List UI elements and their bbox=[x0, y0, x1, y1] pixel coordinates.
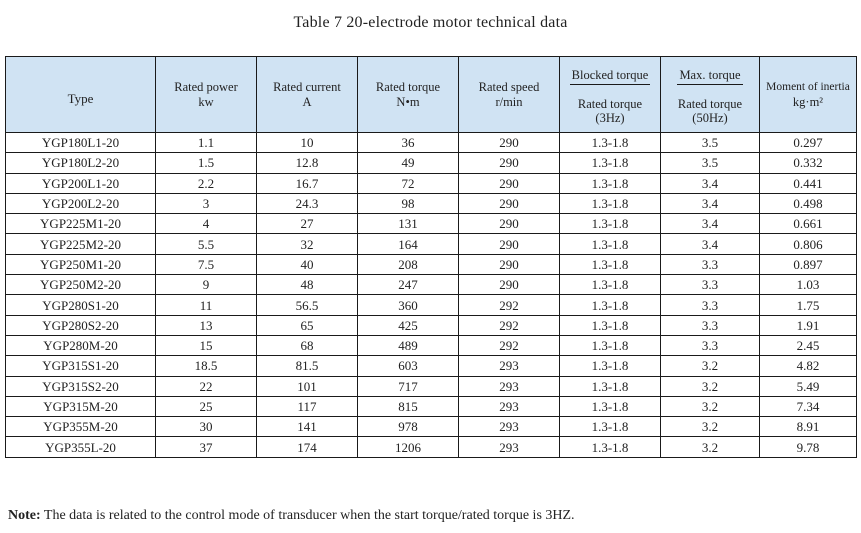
cell-inertia: 0.498 bbox=[760, 193, 857, 213]
cell-inertia: 1.91 bbox=[760, 315, 857, 335]
cell-blocked: 1.3-1.8 bbox=[560, 376, 661, 396]
cell-type: YGP280M-20 bbox=[6, 335, 156, 355]
cell-inertia: 9.78 bbox=[760, 437, 857, 457]
cell-torque: 131 bbox=[358, 214, 459, 234]
cell-current: 27 bbox=[257, 214, 358, 234]
note-label: Note: bbox=[8, 508, 41, 523]
cell-current: 48 bbox=[257, 275, 358, 295]
cell-speed: 290 bbox=[459, 173, 560, 193]
cell-current: 174 bbox=[257, 437, 358, 457]
cell-type: YGP250M2-20 bbox=[6, 275, 156, 295]
cell-type: YGP280S1-20 bbox=[6, 295, 156, 315]
cell-speed: 290 bbox=[459, 234, 560, 254]
cell-torque: 603 bbox=[358, 356, 459, 376]
table-row bbox=[6, 315, 857, 335]
cell-max: 3.4 bbox=[661, 214, 760, 234]
table-row bbox=[6, 356, 857, 376]
header-max-torque bbox=[661, 57, 760, 133]
cell-current: 65 bbox=[257, 315, 358, 335]
cell-speed: 293 bbox=[459, 417, 560, 437]
cell-type: YGP180L2-20 bbox=[6, 153, 156, 173]
cell-current: 10 bbox=[257, 133, 358, 153]
cell-speed: 290 bbox=[459, 133, 560, 153]
cell-type: YGP180L1-20 bbox=[6, 133, 156, 153]
cell-max: 3.4 bbox=[661, 234, 760, 254]
cell-torque: 360 bbox=[358, 295, 459, 315]
cell-max: 3.3 bbox=[661, 254, 760, 274]
header-rated-torque-unit: N•m bbox=[396, 94, 420, 109]
cell-max: 3.3 bbox=[661, 315, 760, 335]
cell-torque: 425 bbox=[358, 315, 459, 335]
cell-power: 18.5 bbox=[156, 356, 257, 376]
cell-inertia: 1.03 bbox=[760, 275, 857, 295]
cell-type: YGP315M-20 bbox=[6, 396, 156, 416]
cell-type: YGP225M1-20 bbox=[6, 214, 156, 234]
cell-blocked: 1.3-1.8 bbox=[560, 254, 661, 274]
cell-power: 4 bbox=[156, 214, 257, 234]
header-rated-current bbox=[257, 57, 358, 133]
cell-current: 56.5 bbox=[257, 295, 358, 315]
table-row bbox=[6, 193, 857, 213]
table-row bbox=[6, 417, 857, 437]
header-rated-speed bbox=[459, 57, 560, 133]
header-rated-power-label: Rated power bbox=[174, 79, 238, 94]
cell-speed: 290 bbox=[459, 153, 560, 173]
cell-blocked: 1.3-1.8 bbox=[560, 417, 661, 437]
cell-inertia: 5.49 bbox=[760, 376, 857, 396]
note-text: The data is related to the control mode of transducer when the start torque/rated torque is 3HZ. bbox=[40, 508, 575, 523]
cell-torque: 1206 bbox=[358, 437, 459, 457]
cell-max: 3.4 bbox=[661, 193, 760, 213]
header-rated-speed-unit: r/min bbox=[495, 94, 523, 109]
cell-torque: 815 bbox=[358, 396, 459, 416]
table-row bbox=[6, 437, 857, 457]
header-inertia-label: Moment of inertia bbox=[766, 80, 850, 93]
cell-type: YGP315S1-20 bbox=[6, 356, 156, 376]
cell-type: YGP355M-20 bbox=[6, 417, 156, 437]
table-row bbox=[6, 335, 857, 355]
cell-type: YGP280S2-20 bbox=[6, 315, 156, 335]
table-body bbox=[6, 133, 857, 458]
header-rated-torque-label: Rated torque bbox=[375, 79, 441, 94]
table-row bbox=[6, 254, 857, 274]
cell-blocked: 1.3-1.8 bbox=[560, 193, 661, 213]
cell-torque: 98 bbox=[358, 193, 459, 213]
cell-torque: 208 bbox=[358, 254, 459, 274]
cell-torque: 164 bbox=[358, 234, 459, 254]
cell-power: 25 bbox=[156, 396, 257, 416]
cell-power: 1.5 bbox=[156, 153, 257, 173]
cell-blocked: 1.3-1.8 bbox=[560, 315, 661, 335]
cell-type: YGP250M1-20 bbox=[6, 254, 156, 274]
cell-power: 1.1 bbox=[156, 133, 257, 153]
cell-inertia: 7.34 bbox=[760, 396, 857, 416]
cell-speed: 290 bbox=[459, 275, 560, 295]
cell-current: 101 bbox=[257, 376, 358, 396]
cell-type: YGP315S2-20 bbox=[6, 376, 156, 396]
cell-max: 3.4 bbox=[661, 173, 760, 193]
header-inertia-unit: kg·m² bbox=[792, 94, 824, 109]
table-row bbox=[6, 396, 857, 416]
table-row bbox=[6, 295, 857, 315]
table-row bbox=[6, 173, 857, 193]
cell-power: 11 bbox=[156, 295, 257, 315]
cell-inertia: 1.75 bbox=[760, 295, 857, 315]
table-row bbox=[6, 133, 857, 153]
cell-power: 7.5 bbox=[156, 254, 257, 274]
cell-max: 3.2 bbox=[661, 437, 760, 457]
cell-max: 3.2 bbox=[661, 356, 760, 376]
table-row bbox=[6, 275, 857, 295]
cell-inertia: 4.82 bbox=[760, 356, 857, 376]
cell-torque: 978 bbox=[358, 417, 459, 437]
cell-speed: 293 bbox=[459, 396, 560, 416]
header-type: Type bbox=[6, 57, 156, 133]
cell-max: 3.3 bbox=[661, 275, 760, 295]
cell-blocked: 1.3-1.8 bbox=[560, 234, 661, 254]
cell-inertia: 0.661 bbox=[760, 214, 857, 234]
cell-current: 141 bbox=[257, 417, 358, 437]
cell-blocked: 1.3-1.8 bbox=[560, 295, 661, 315]
header-rated-power-unit: kw bbox=[198, 94, 214, 109]
cell-current: 117 bbox=[257, 396, 358, 416]
cell-current: 81.5 bbox=[257, 356, 358, 376]
table-row bbox=[6, 376, 857, 396]
table-row bbox=[6, 234, 857, 254]
cell-max: 3.2 bbox=[661, 376, 760, 396]
header-blocked-torque-label: Rated torque bbox=[577, 97, 643, 111]
cell-speed: 290 bbox=[459, 214, 560, 234]
cell-blocked: 1.3-1.8 bbox=[560, 437, 661, 457]
table-title: Table 7 20-electrode motor technical data bbox=[293, 14, 568, 31]
cell-power: 37 bbox=[156, 437, 257, 457]
cell-power: 3 bbox=[156, 193, 257, 213]
cell-torque: 247 bbox=[358, 275, 459, 295]
cell-speed: 290 bbox=[459, 193, 560, 213]
cell-max: 3.5 bbox=[661, 153, 760, 173]
cell-speed: 292 bbox=[459, 295, 560, 315]
cell-type: YGP200L1-20 bbox=[6, 173, 156, 193]
header-rated-speed-label: Rated speed bbox=[478, 79, 540, 94]
header-max-torque-label: Rated torque bbox=[677, 97, 743, 111]
cell-torque: 489 bbox=[358, 335, 459, 355]
header-rated-power bbox=[156, 57, 257, 133]
cell-speed: 293 bbox=[459, 376, 560, 396]
cell-max: 3.2 bbox=[661, 396, 760, 416]
cell-power: 30 bbox=[156, 417, 257, 437]
cell-inertia: 0.806 bbox=[760, 234, 857, 254]
header-rated-current-label: Rated current bbox=[273, 79, 341, 94]
cell-speed: 293 bbox=[459, 356, 560, 376]
cell-blocked: 1.3-1.8 bbox=[560, 275, 661, 295]
cell-current: 40 bbox=[257, 254, 358, 274]
cell-power: 2.2 bbox=[156, 173, 257, 193]
cell-max: 3.3 bbox=[661, 335, 760, 355]
cell-type: YGP200L2-20 bbox=[6, 193, 156, 213]
header-blocked-torque-top: Blocked torque bbox=[570, 68, 651, 85]
cell-current: 32 bbox=[257, 234, 358, 254]
cell-blocked: 1.3-1.8 bbox=[560, 173, 661, 193]
header-max-torque-unit: (50Hz) bbox=[692, 111, 728, 125]
cell-power: 9 bbox=[156, 275, 257, 295]
cell-power: 15 bbox=[156, 335, 257, 355]
cell-speed: 292 bbox=[459, 315, 560, 335]
cell-blocked: 1.3-1.8 bbox=[560, 335, 661, 355]
header-rated-torque bbox=[358, 57, 459, 133]
motor-data-table bbox=[5, 56, 857, 458]
cell-inertia: 0.897 bbox=[760, 254, 857, 274]
cell-blocked: 1.3-1.8 bbox=[560, 133, 661, 153]
cell-current: 68 bbox=[257, 335, 358, 355]
header-blocked-torque-unit: (3Hz) bbox=[595, 111, 625, 125]
table-row bbox=[6, 214, 857, 234]
cell-power: 13 bbox=[156, 315, 257, 335]
footnote bbox=[8, 508, 575, 524]
cell-current: 12.8 bbox=[257, 153, 358, 173]
header-rated-current-unit: A bbox=[302, 94, 312, 109]
cell-blocked: 1.3-1.8 bbox=[560, 153, 661, 173]
cell-max: 3.3 bbox=[661, 295, 760, 315]
cell-torque: 717 bbox=[358, 376, 459, 396]
table-row bbox=[6, 153, 857, 173]
cell-speed: 290 bbox=[459, 254, 560, 274]
cell-max: 3.5 bbox=[661, 133, 760, 153]
cell-type: YGP355L-20 bbox=[6, 437, 156, 457]
cell-torque: 72 bbox=[358, 173, 459, 193]
cell-blocked: 1.3-1.8 bbox=[560, 396, 661, 416]
header-blocked-torque bbox=[560, 57, 661, 133]
cell-inertia: 0.441 bbox=[760, 173, 857, 193]
cell-type: YGP225M2-20 bbox=[6, 234, 156, 254]
table-header bbox=[6, 57, 857, 133]
header-inertia bbox=[760, 57, 857, 133]
cell-blocked: 1.3-1.8 bbox=[560, 356, 661, 376]
cell-torque: 49 bbox=[358, 153, 459, 173]
cell-inertia: 0.332 bbox=[760, 153, 857, 173]
cell-max: 3.2 bbox=[661, 417, 760, 437]
cell-current: 16.7 bbox=[257, 173, 358, 193]
cell-power: 22 bbox=[156, 376, 257, 396]
cell-torque: 36 bbox=[358, 133, 459, 153]
cell-speed: 293 bbox=[459, 437, 560, 457]
header-max-torque-top: Max. torque bbox=[677, 68, 742, 85]
cell-inertia: 2.45 bbox=[760, 335, 857, 355]
cell-blocked: 1.3-1.8 bbox=[560, 214, 661, 234]
cell-inertia: 0.297 bbox=[760, 133, 857, 153]
cell-inertia: 8.91 bbox=[760, 417, 857, 437]
cell-speed: 292 bbox=[459, 335, 560, 355]
cell-current: 24.3 bbox=[257, 193, 358, 213]
cell-power: 5.5 bbox=[156, 234, 257, 254]
